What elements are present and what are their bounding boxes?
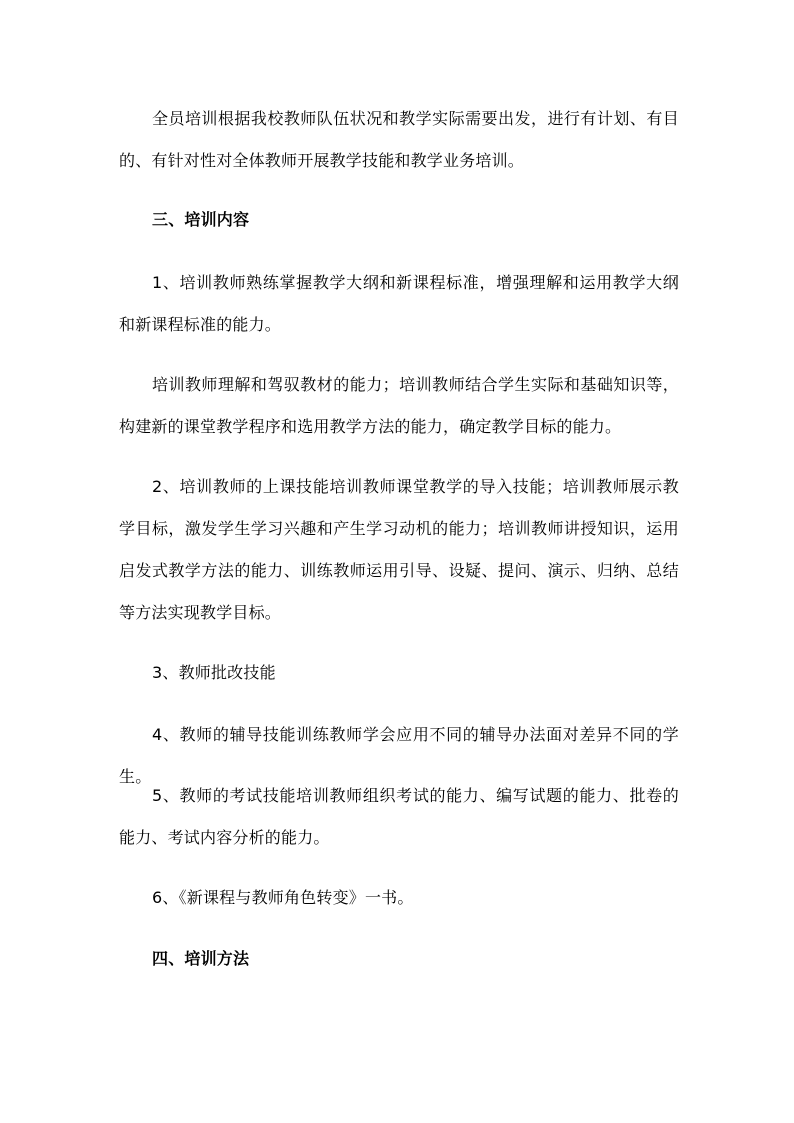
paragraph-item-2: 2、培训教师的上课技能培训教师课堂教学的导入技能；培训教师展示教学目标，激发学生学习兴趣和产生学习动机的能力；培训教师讲授知识，运用启发式教学方法的能力、训练教师运用引导、设疑、提问、演示、归纳、总结等方法实现教学目标。 — [119, 477, 679, 622]
paragraph-item-4: 4、教师的辅导技能训练教师学会应用不同的辅导办法面对差异不同的学生。 — [119, 725, 679, 786]
paragraph-item-6: 6、《新课程与教师角色转变》一书。 — [152, 888, 414, 907]
paragraph-training-overview: 全员培训根据我校教师队伍状况和教学实际需要出发，进行有计划、有目的、有针对性对全体教师开展教学技能和教学业务培训。 — [119, 109, 679, 170]
paragraph-item-5: 5、教师的考试技能培训教师组织考试的能力、编写试题的能力、批卷的能力、考试内容分析的能力。 — [119, 786, 679, 847]
paragraph-item-3: 3、教师批改技能 — [152, 663, 276, 682]
section-heading-training-method: 四、培训方法 — [152, 949, 250, 968]
paragraph-textbook-ability: 培训教师理解和驾驭教材的能力；培训教师结合学生实际和基础知识等，构建新的课堂教学程序和选用教学方法的能力，确定教学目标的能力。 — [119, 375, 679, 436]
section-heading-training-content: 三、培训内容 — [152, 210, 250, 229]
paragraph-item-1: 1、培训教师熟练掌握教学大纲和新课程标准，增强理解和运用教学大纲和新课程标准的能力。 — [119, 273, 679, 334]
